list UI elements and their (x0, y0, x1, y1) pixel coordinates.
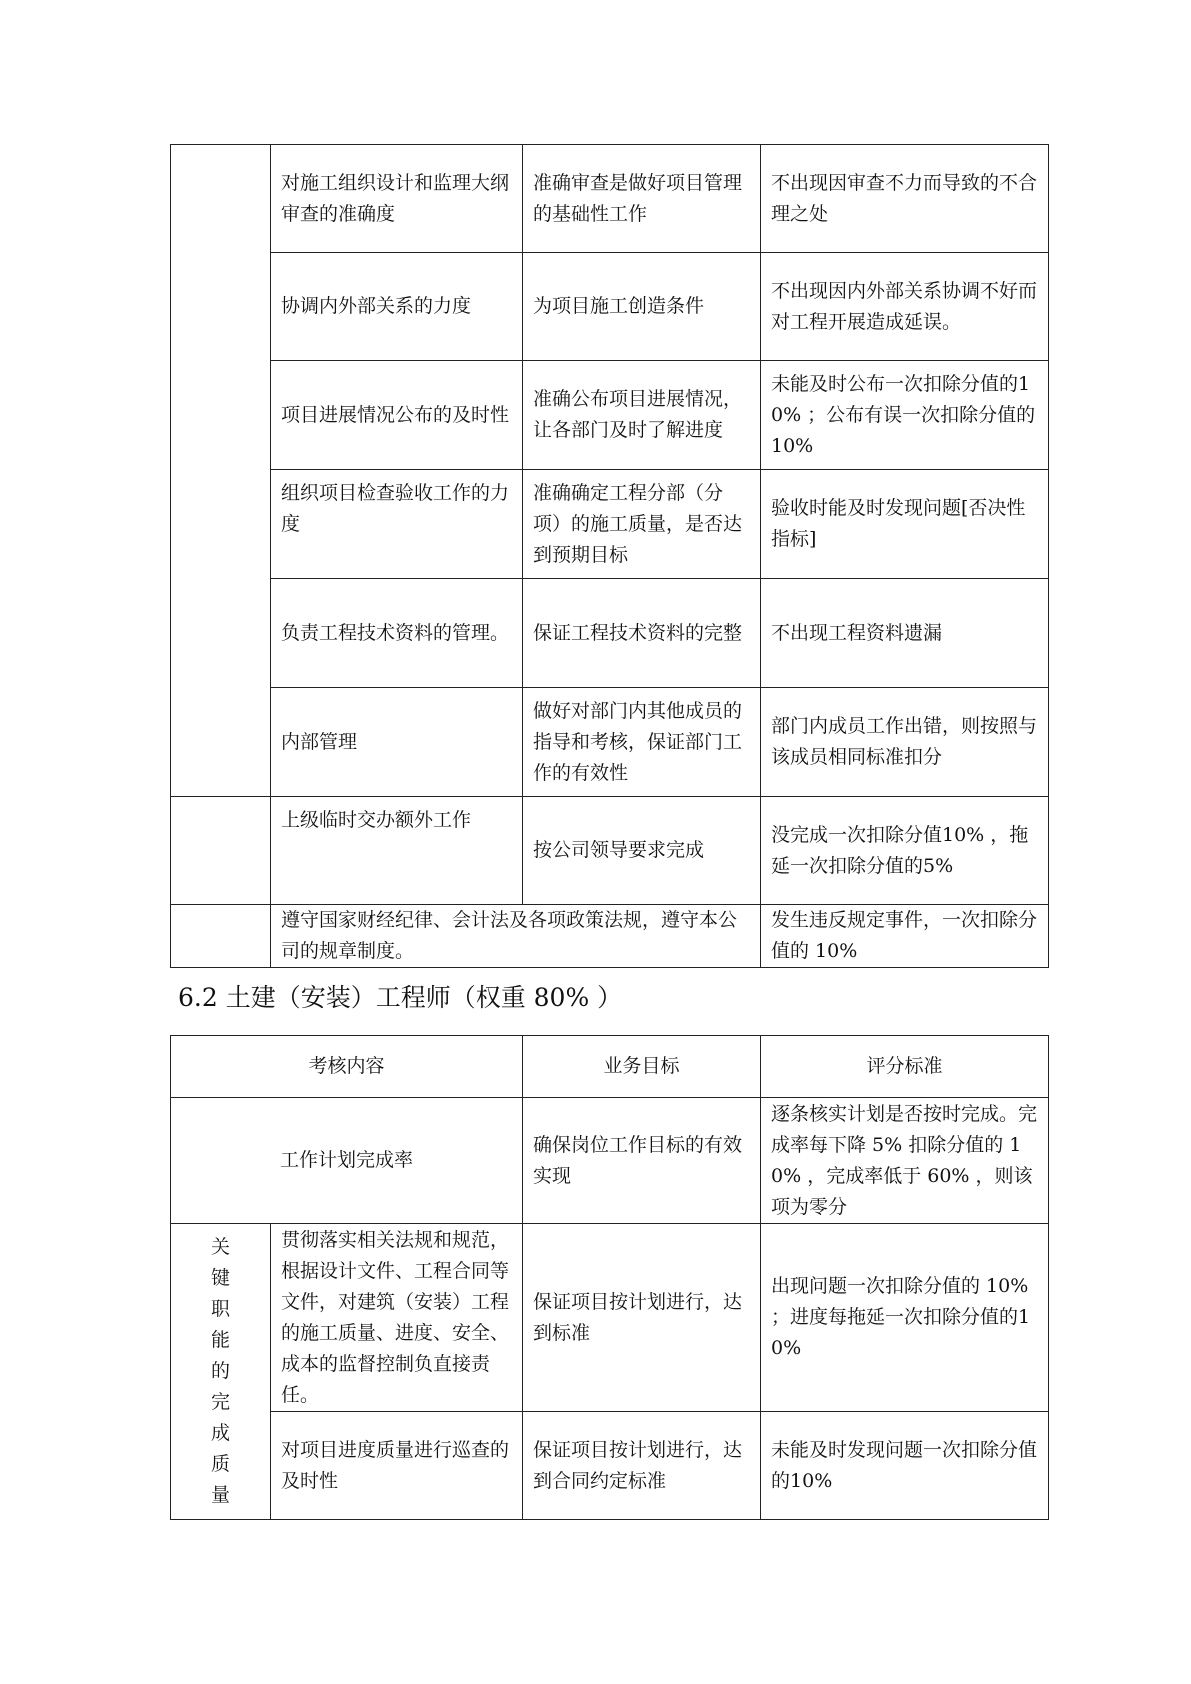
goal-cell: 保证项目按计划进行，达到标准 (523, 1224, 761, 1412)
goal-cell: 做好对部门内其他成员的指导和考核，保证部门工作的有效性 (523, 688, 761, 797)
content-cell: 组织项目检查验收工作的力度 (271, 470, 523, 579)
group-label-char: 关 (210, 1236, 230, 1258)
assessment-table-continued (170, 144, 1049, 968)
criteria-cell: 未能及时发现问题一次扣除分值的10% (761, 1412, 1049, 1520)
criteria-cell: 没完成一次扣除分值10% ，拖延一次扣除分值的5% (761, 797, 1049, 905)
group-label-char: 键 (210, 1267, 230, 1289)
content-cell: 贯彻落实相关法规和规范，根据设计文件、工程合同等文件，对建筑（安装）工程的施工质量、进度、安全、成本的监督控制负直接责任。 (271, 1224, 523, 1412)
goal-cell: 确保岗位工作目标的有效实现 (523, 1098, 761, 1224)
header-content: 考核内容 (171, 1036, 523, 1098)
table-row (171, 361, 1049, 470)
group-label-char: 质 (210, 1453, 230, 1475)
table-row (171, 579, 1049, 688)
table-row (171, 1224, 1049, 1412)
content-cell: 上级临时交办额外工作 (271, 797, 523, 905)
section-heading: 6.2 土建（安装）工程师（权重 80% ） (178, 983, 623, 1012)
table-row (171, 797, 1049, 905)
header-criteria: 评分标准 (761, 1036, 1049, 1098)
content-cell: 内部管理 (271, 688, 523, 797)
header-goal: 业务目标 (523, 1036, 761, 1098)
goal-cell: 准确审查是做好项目管理的基础性工作 (523, 145, 761, 253)
group-label-char: 成 (210, 1422, 230, 1444)
criteria-cell: 不出现工程资料遗漏 (761, 579, 1049, 688)
goal-cell: 按公司领导要求完成 (523, 797, 761, 905)
criteria-cell: 未能及时公布一次扣除分值的10% ；公布有误一次扣除分值的10% (761, 361, 1049, 470)
goal-cell: 准确确定工程分部（分项）的施工质量，是否达到预期目标 (523, 470, 761, 579)
goal-cell: 保证工程技术资料的完整 (523, 579, 761, 688)
table-row (171, 1412, 1049, 1520)
group-label-cell (171, 905, 271, 968)
goal-cell: 保证项目按计划进行，达到合同约定标准 (523, 1412, 761, 1520)
engineer-assessment-table (170, 1035, 1049, 1520)
content-cell: 对项目进度质量进行巡查的及时性 (271, 1412, 523, 1520)
group-label-key-function-quality (171, 1224, 271, 1520)
group-label-char: 职 (210, 1298, 230, 1320)
content-cell: 遵守国家财经纪律、会计法及各项政策法规，遵守本公司的规章制度。 (271, 905, 761, 968)
table-row (171, 1098, 1049, 1224)
table-row (171, 688, 1049, 797)
criteria-cell: 部门内成员工作出错，则按照与该成员相同标准扣分 (761, 688, 1049, 797)
criteria-cell: 逐条核实计划是否按时完成。完成率每下降 5% 扣除分值的 10% ，完成率低于 60% ，则该项为零分 (761, 1098, 1049, 1224)
group-label-char: 量 (210, 1484, 230, 1506)
table-row (171, 905, 1049, 968)
goal-cell: 为项目施工创造条件 (523, 253, 761, 361)
criteria-cell: 发生违反规定事件，一次扣除分值的 10% (761, 905, 1049, 968)
content-cell: 对施工组织设计和监理大纲审查的准确度 (271, 145, 523, 253)
criteria-cell: 不出现因内外部关系协调不好而对工程开展造成延误。 (761, 253, 1049, 361)
content-cell: 工作计划完成率 (171, 1098, 523, 1224)
content-cell: 负责工程技术资料的管理。 (271, 579, 523, 688)
table-row (171, 145, 1049, 253)
group-label-cell (171, 145, 271, 797)
criteria-cell: 出现问题一次扣除分值的 10% ；进度每拖延一次扣除分值的10% (761, 1224, 1049, 1412)
criteria-cell: 验收时能及时发现问题[否决性指标] (761, 470, 1049, 579)
group-label-char: 的 (210, 1360, 230, 1382)
criteria-cell: 不出现因审查不力而导致的不合理之处 (761, 145, 1049, 253)
goal-cell: 准确公布项目进展情况，让各部门及时了解进度 (523, 361, 761, 470)
content-cell: 项目进展情况公布的及时性 (271, 361, 523, 470)
group-label-cell (171, 797, 271, 905)
table-header-row (171, 1036, 1049, 1098)
table-row (171, 253, 1049, 361)
content-cell: 协调内外部关系的力度 (271, 253, 523, 361)
group-label-char: 完 (210, 1391, 230, 1413)
group-label-char: 能 (210, 1329, 230, 1351)
table-row (171, 470, 1049, 579)
